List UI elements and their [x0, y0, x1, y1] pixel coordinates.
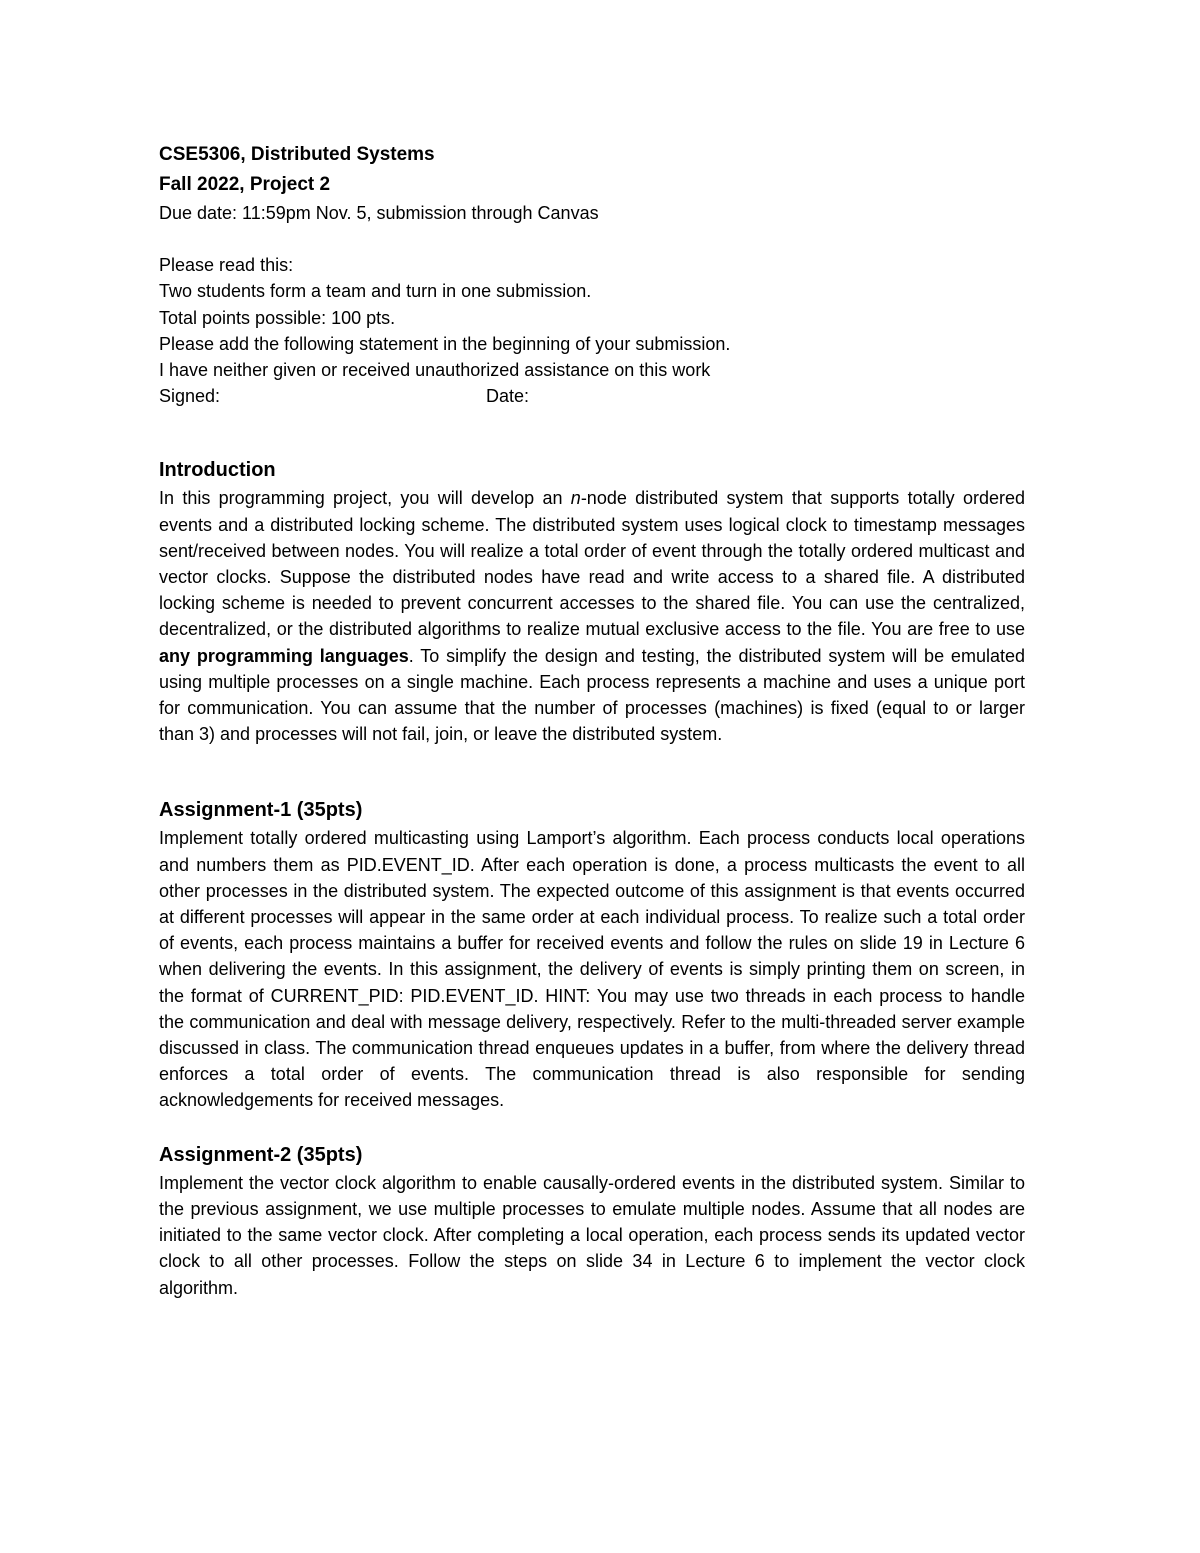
document-page [159, 140, 1025, 1301]
assignment2-paragraph: Implement the vector clock algorithm to enable causally-ordered events in the distributed system. Similar to the previous assignment, we use multiple processes to emulate multiple nodes. Assume that all nodes are initiated to the same vector clock. After completing a local operation, each process sends its updated vector clock to all other processes. Follow the steps on slide 34 in Lecture 6 to implement the vector clock algorithm. [159, 1172, 1025, 1298]
signed-label: Signed: [159, 386, 221, 407]
spacer [159, 226, 1025, 252]
assignment2-heading: Assignment-2 (35pts) [159, 1143, 363, 1166]
notice-points: Total points possible: 100 pts. [159, 307, 396, 328]
assignment1-paragraph: Implement totally ordered multicasting using Lamport’s algorithm. Each process conducts local operations and numbers them as PID.EVENT_ID. After each operation is done, a process multicasts the event to all other processes in the distributed system. The expected outcome of this assignment is that events occurred at different processes will appear in the same order at each individual process. To realize such a total order of events, each process maintains a buffer for received events and follow the rules on slide 19 in Lecture 6 when delivering the events. In this assignment, the delivery of events is simply printing them on screen, in the format of CURRENT_PID: PID.EVENT_ID. HINT: You may use two threads in each process to handle the communication and deal with message delivery, respectively. Refer to the multi-threaded server example discussed in class. The communication thread enqueues updates in a buffer, from where the delivery thread enforces a total order of events. The communication thread is also responsible for sending acknowledgements for received messages. [159, 828, 1025, 1111]
introduction-heading: Introduction [159, 459, 276, 482]
spacer [159, 409, 1025, 455]
assignment1-heading: Assignment-1 (35pts) [159, 799, 363, 822]
notice-statement: I have neither given or received unauthorized assistance on this work [159, 360, 711, 381]
introduction-text-2: -node distributed system that supports totally ordered events and a distributed locking scheme. The distributed system uses logical clock to timestamp messages sent/received between nodes. You will realize a total order of event through the totally ordered multicast and vector clocks. Suppose the distributed nodes have read and write access to a shared file. A distributed locking scheme is needed to prevent concurrent accesses to the shared file. You can use the centralized, decentralized, or the distributed algorithms to realize mutual exclusive access to the file. You are free to use [159, 488, 1025, 640]
notice-team: Two students form a team and turn in one submission. [159, 281, 592, 302]
project-title: Fall 2022, Project 2 [159, 174, 331, 195]
introduction-paragraph [159, 485, 1025, 747]
introduction-text-1: In this programming project, you will develop an [159, 488, 571, 509]
signature-row [159, 383, 1025, 409]
notice-statement-instruction: Please add the following statement in the beginning of your submission. [159, 333, 731, 354]
date-label: Date: [486, 386, 530, 407]
introduction-bold-languages: any programming languages [159, 645, 409, 666]
due-date: Due date: 11:59pm Nov. 5, submission through Canvas [159, 203, 599, 223]
notice-intro: Please read this: [159, 255, 294, 276]
introduction-n-italic: n [570, 488, 581, 509]
spacer [159, 1114, 1025, 1140]
spacer [159, 747, 1025, 795]
introduction-text-3: . To simplify the design and testing, the distributed system will be emulated using multiple processes on a single machine. Each process represents a machine and uses a unique port for communication. You can assume that the number of processes (machines) is fixed (equal to or larger than 3) and processes will not fail, join, or leave the distributed system. [159, 645, 1025, 745]
course-title: CSE5306, Distributed Systems [159, 144, 435, 165]
